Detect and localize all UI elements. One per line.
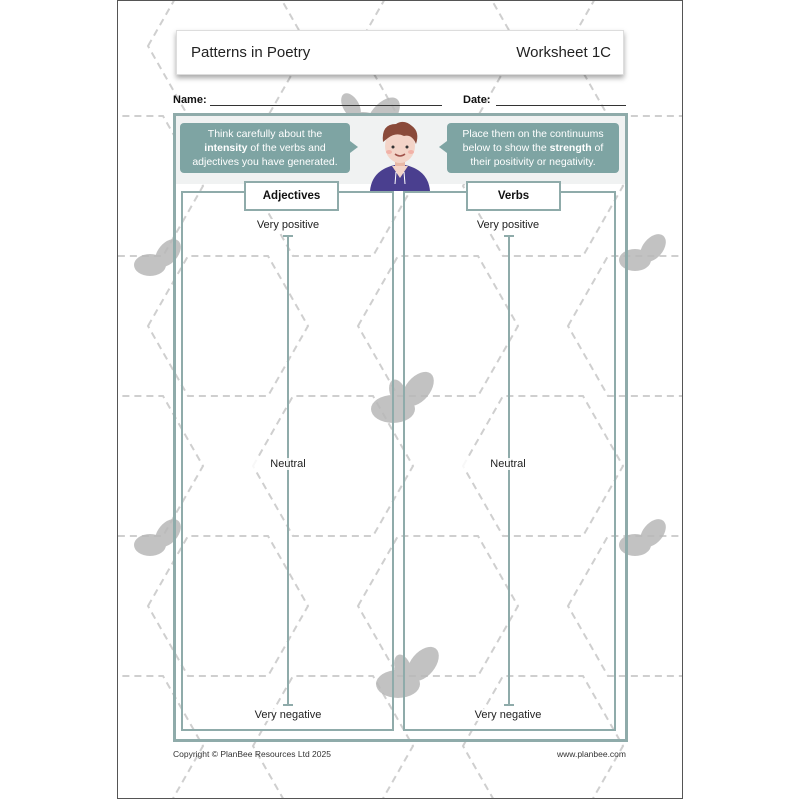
student-illustration (366, 116, 434, 191)
instruction-text: Think carefully about the (207, 128, 323, 140)
verbs-bottom-label: Very negative (448, 709, 568, 721)
instruction-text: of their positivity or negativity. (470, 142, 604, 168)
instruction-text: of the verbs and adjectives you have generated. (192, 142, 338, 168)
worksheet-page (117, 0, 683, 799)
name-label: Name: (173, 94, 207, 106)
website-link[interactable]: www.planbee.com (557, 749, 626, 759)
instruction-bubble-right (447, 123, 619, 173)
adjectives-middle-label: Neutral (228, 458, 348, 470)
name-field[interactable] (210, 105, 442, 106)
verbs-middle-label: Neutral (448, 458, 568, 470)
verbs-bottom-cap (504, 704, 514, 706)
instruction-bubble-left (180, 123, 350, 173)
adjectives-title: Adjectives (244, 181, 339, 211)
verbs-continuum-line[interactable] (508, 235, 510, 705)
date-label: Date: (463, 94, 491, 106)
verbs-top-label: Very positive (448, 219, 568, 231)
worksheet-number: Worksheet 1C (516, 44, 611, 61)
worksheet-title: Patterns in Poetry (191, 44, 311, 61)
adjectives-bottom-label: Very negative (228, 709, 348, 721)
instruction-text: Place them on the continuums below to show the (462, 128, 604, 154)
title-bar (176, 30, 624, 75)
instruction-bold: strength (549, 142, 592, 154)
instruction-bold: intensity (204, 142, 248, 154)
copyright-text: Copyright © PlanBee Resources Ltd 2025 (173, 749, 331, 759)
verbs-title: Verbs (466, 181, 561, 211)
adjectives-continuum-line[interactable] (287, 235, 289, 705)
adjectives-top-label: Very positive (228, 219, 348, 231)
adjectives-bottom-cap (283, 704, 293, 706)
date-field[interactable] (496, 105, 626, 106)
